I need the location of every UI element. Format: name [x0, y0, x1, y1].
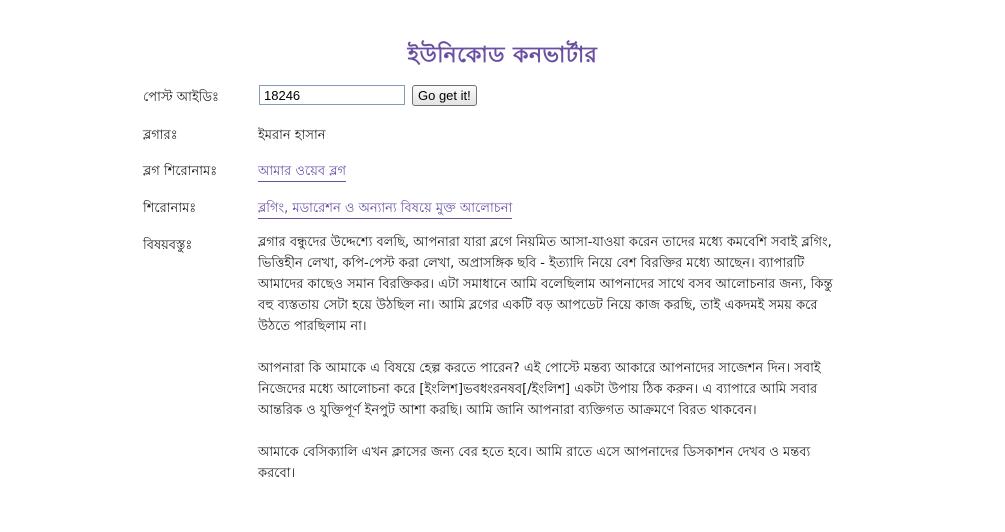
content-paragraph: ব্লগার বন্ধুদের উদ্দেশ্যে বলছি, আপনারা যারা ব্লগে নিয়মিত আসা-যাওয়া করেন তাদের মধ্যে কমবেশি সবাই ব্লগিং, ভিত্তিহীন লেখা, কপি-পেস্ট করা লেখা, অপ্রাসঙ্গিক ছবি - ইত্যাদি নিয়ে বেশ বিরক্তির মধ্যে আছেন। ব্যাপারটি আমাদের কাছেও সমান বিরক্তিকর। এটা সমাধানে আমি বলেছিলাম আপনাদের সাথে বসব আলোচনার জন্য, কিন্তু বহু ব্যস্ততায় সেটা হয়ে উঠছিল না। আমি ব্লগের একটি বড় আপডেট নিয়ে কাজ করছি, তাই একদমই সময় করে উঠতে পারছিলাম না।	[258, 235, 833, 334]
post-title-row	[258, 199, 512, 220]
blogger-label: ব্লগারঃ	[143, 128, 178, 143]
blog-title-label: ব্লগ শিরোনামঃ	[143, 164, 218, 179]
blogger-name: ইমরান হাসান	[258, 128, 326, 143]
content-label: বিষয়বস্তুঃ	[143, 238, 193, 253]
post-content	[258, 232, 848, 505]
page-title: ইউনিকোড কনভার্টার	[407, 43, 598, 68]
blog-title-link[interactable]: আমার ওয়েব ব্লগ	[258, 164, 346, 182]
content-paragraph: আপনারা কি আমাকে এ বিষয়ে হেল্প করতে পারেন? এই পোস্টে মন্তব্য আকারে আপনাদের সাজেশন দিন। সবাই নিজেদের মধ্যে আলোচনা করে [ইংলিশ]ভবধংরনষব[/ইংলিশ] একটা উপায় ঠিক করুন। এ ব্যাপারে আমি সবার আন্তরিক ও যুক্তিপূর্ণ ইনপুট আশা করছি। আমি জানি আপনারা ব্যক্তিগত আক্রমণে বিরত থাকবেন।	[258, 361, 821, 418]
post-id-label: পোস্ট আইডিঃ	[143, 90, 219, 105]
go-get-it-button[interactable]: Go get it!	[412, 85, 477, 106]
blog-title-row	[258, 162, 346, 183]
title-label: শিরোনামঃ	[143, 201, 197, 216]
post-id-input[interactable]	[259, 85, 405, 105]
content-paragraph: আমাকে বেসিক্যালি এখন ক্লাসের জন্য বের হতে হবে। আমি রাতে এসে আপনাদের ডিসকাশন দেখব ও মন্তব্য করবো।	[258, 445, 811, 481]
post-title-link[interactable]: ব্লগিং, মডারেশন ও অন্যান্য বিষয়ে মুক্ত আলোচনা	[258, 201, 512, 219]
